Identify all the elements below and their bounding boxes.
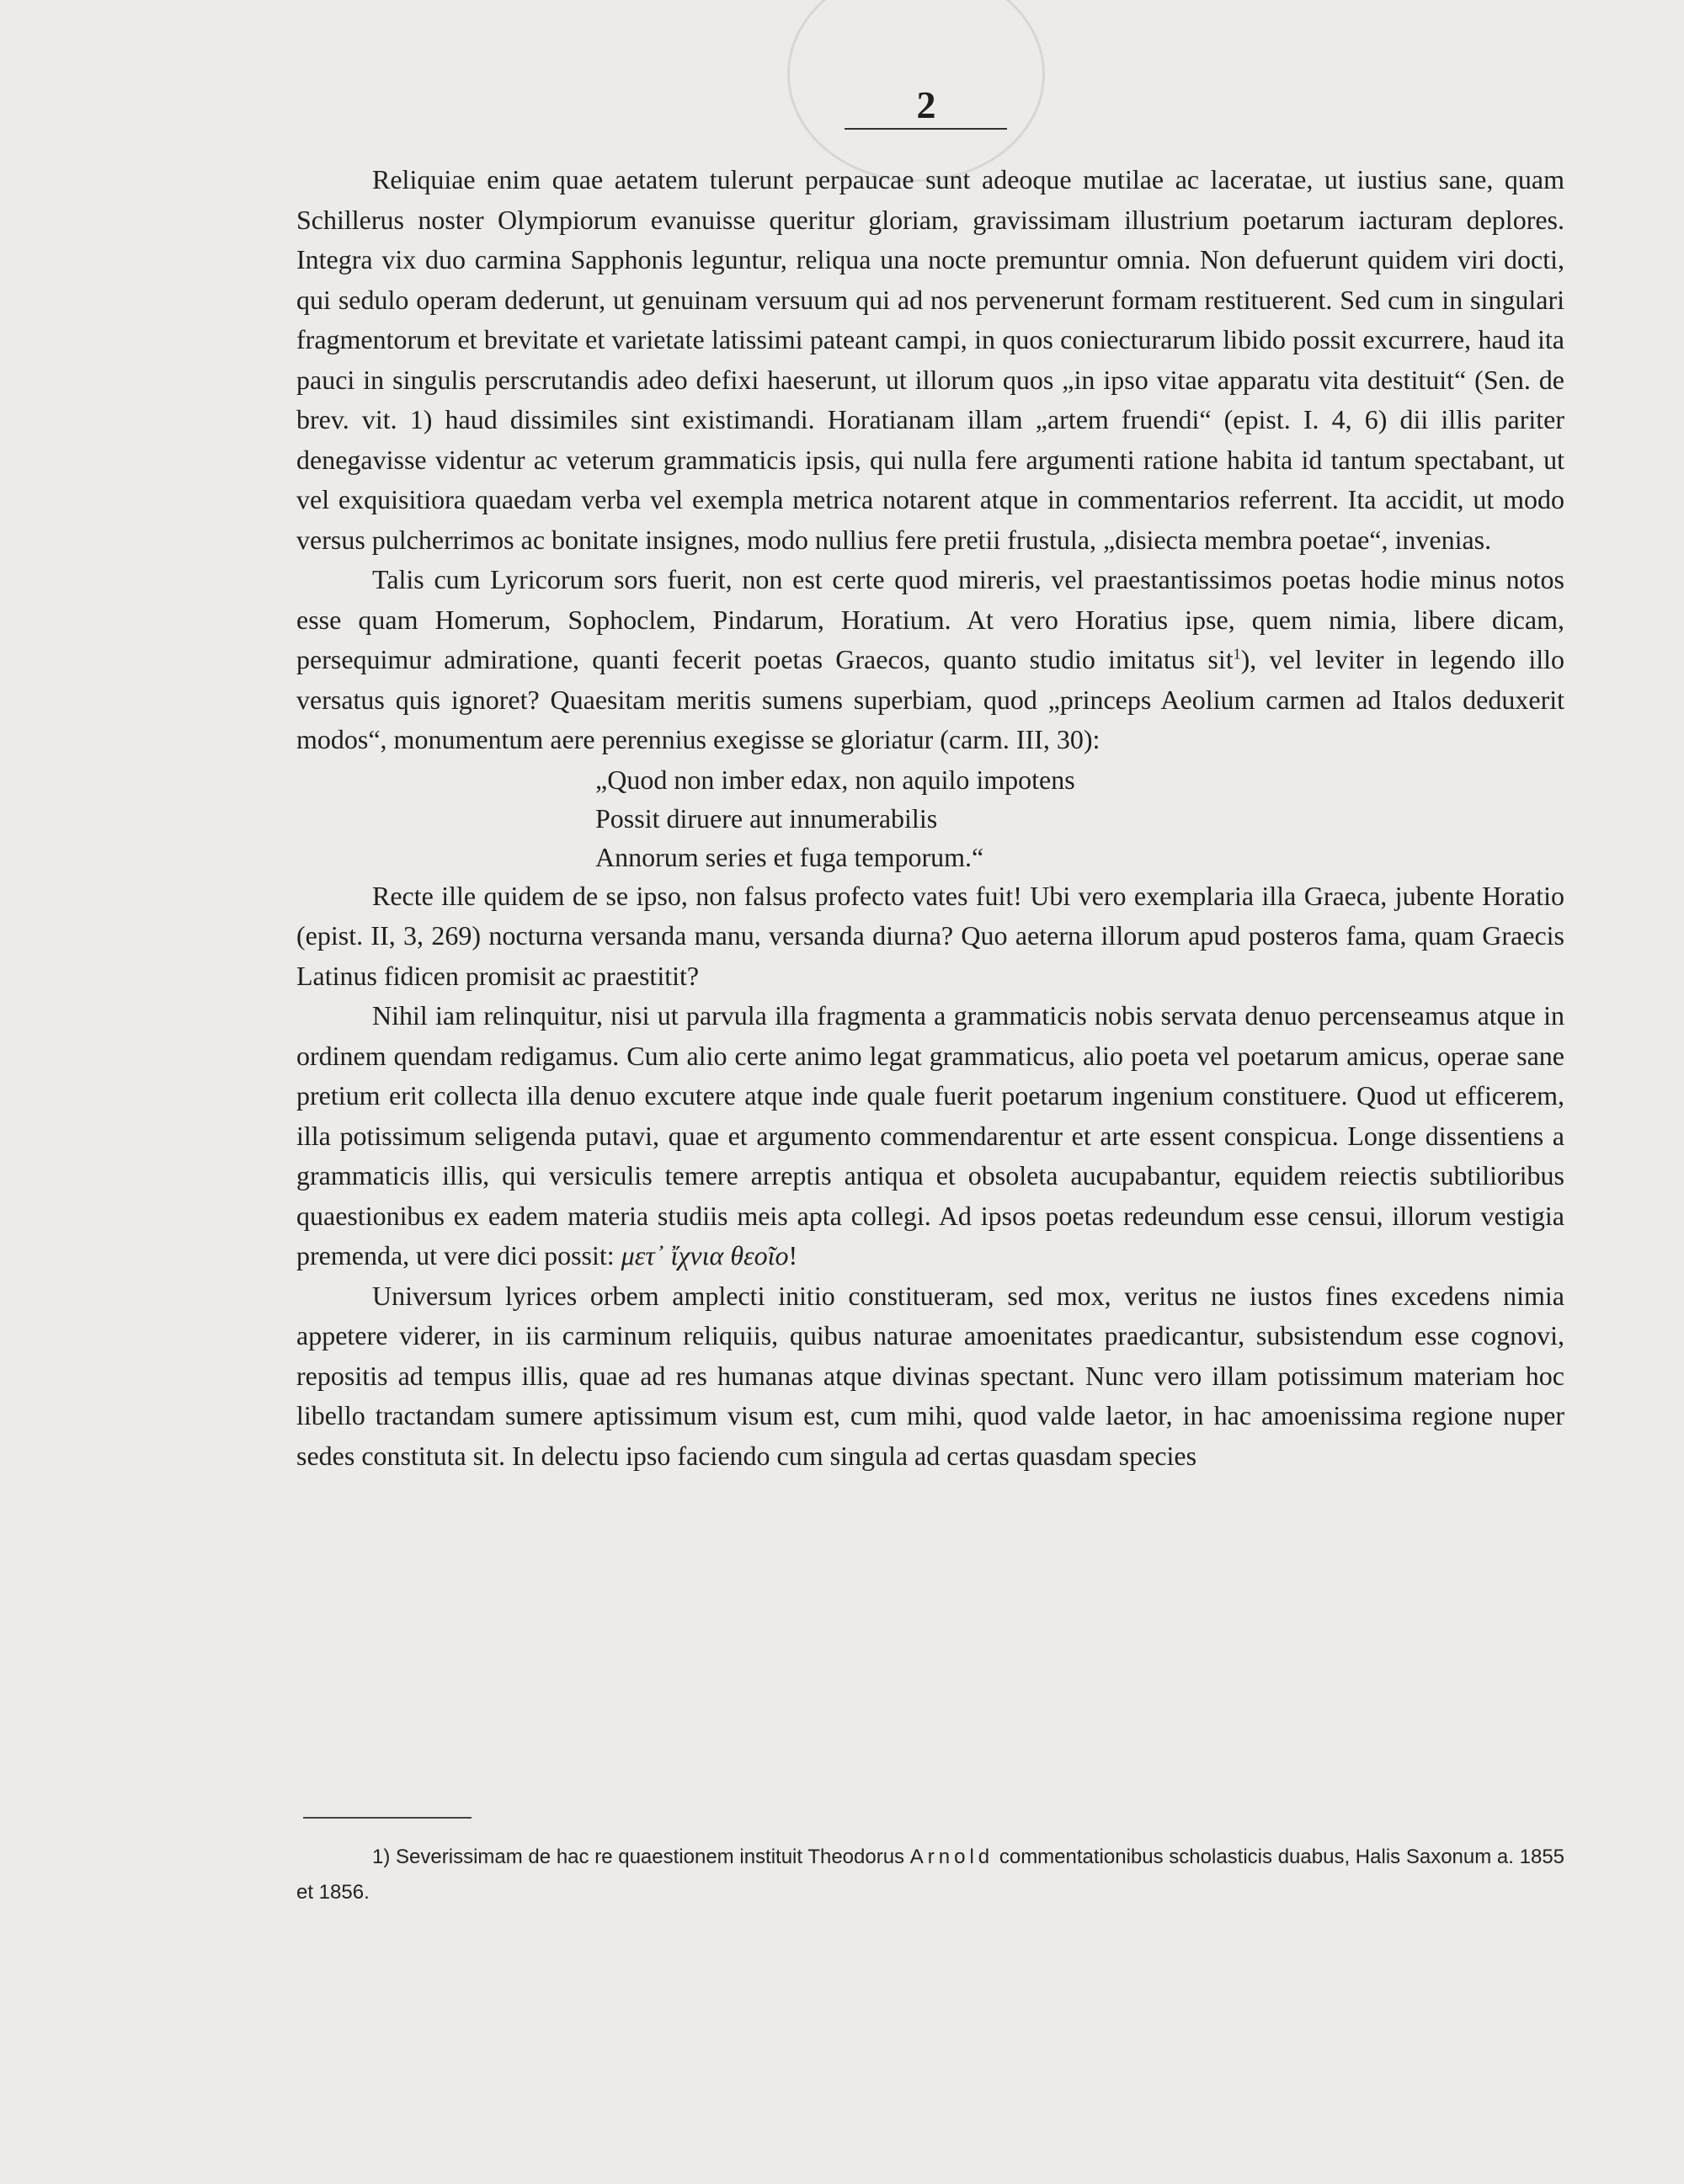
horace-verse bbox=[595, 760, 1564, 876]
footnote-ref[interactable]: 1 bbox=[1233, 645, 1241, 663]
paragraph-4-text: Nihil iam relinquitur, nisi ut parvula illa fragmenta a grammaticis nobis servata denuo percenseamus atque in ordinem quendam redigamus. Cum alio certe animo legat grammaticus, alio poeta vel poetarum amicus, operae sane pretium erit collecta illa denuo excutere atque inde quale fuerit poetarum ingenium constituere. Quod ut efficerem, illa potissimum seligenda putavi, quae et argumento commendarentur et arte essent conspicua. Longe dissentiens a grammaticis illis, qui versiculis temere arreptis antiqua et obsoleta aucupabantur, equidem reiectis subtilioribus quaestionibus ex eadem materia studiis meis apta collegi. Ad ipsos poetas redeundum esse censui, illorum vestigia premenda, ut vere dici possit: bbox=[296, 1000, 1564, 1270]
paragraph-5: Universum lyrices orbem amplecti initio constitueram, sed mox, veritus ne iustos fines excedens nimia appetere viderer, in iis carminum reliquiis, quibus naturae amoenitates praedicantur, subsistendum esse cognovi, repositis ad tempus illis, quae ad res humanas atque divinas spectant. Nunc vero illam potissimum materiam hoc libello tractandam sumere aptissimum visum est, cum mihi, quod valde laetor, in hac amoenissima regione nuper sedes constituta sit. In delectu ipso faciendo cum singula ad certas quasdam species bbox=[296, 1280, 1564, 1471]
paragraph-3: Recte ille quidem de se ipso, non falsus profecto vates fuit! Ubi vero exemplaria illa Graeca, jubente Horatio (epist. II, 3, 269) nocturna versanda manu, versanda diurna? Quo aeterna illorum apud posteros fama, quam Graecis Latinus fidicen promisit ac praestitit? bbox=[296, 880, 1564, 991]
footnote-text-before: Severissimam de hac re quaestionem instituit Theodorus bbox=[396, 1846, 905, 1868]
page-number-rule bbox=[845, 128, 1007, 130]
footnote-marker: 1) bbox=[372, 1846, 391, 1868]
footnote-author: Arnold bbox=[909, 1846, 994, 1868]
main-text bbox=[296, 160, 1564, 1476]
verse-line: Annorum series et fuga temporum.“ bbox=[595, 841, 984, 872]
greek-quote-end: ! bbox=[788, 1240, 798, 1270]
verse-line: Possit diruere aut innumerabilis bbox=[595, 802, 938, 834]
footnote bbox=[296, 1840, 1564, 1910]
footnote-text-after: commentationibus scholasticis duabus, Halis Saxonum a. 1855 et 1856. bbox=[296, 1846, 1565, 1904]
page-number: 2 bbox=[916, 83, 936, 126]
paragraph-2 bbox=[296, 560, 1564, 760]
paragraph-2-tail: ), vel leviter in legendo illo versatus quis ignoret? Quaesitam meritis sumens superbiam, quod „princeps Aeolium carmen ad Italos deduxerit modos“, monumentum aere perennius exegisse se gloriatur (carm. III, 30): bbox=[296, 644, 1565, 754]
paragraph-4 bbox=[296, 996, 1564, 1276]
verse-line: „Quod non imber edax, non aquilo impotens bbox=[595, 764, 1075, 795]
paragraph-1: Reliquiae enim quae aetatem tulerunt perpaucae sunt adeoque mutilae ac laceratae, ut iustius sane, quam Schillerus noster Olympiorum evanuisse queritur gloriam, gravissimam illustrium poetarum iacturam deplores. Integra vix duo carmina Sapphonis leguntur, reliqua una nocte premuntur omnia. Non defuerunt quidem viri docti, qui sedulo operam dederunt, ut genuinam versuum qui ad nos pervenerunt formam restituerent. Sed cum in singulari fragmentorum et brevitate et varietate latissimi pateant campi, in quos coniecturarum libido possit excurrere, haud ita pauci in singulis perscrutandis adeo defixi haeserunt, ut illorum quos „in ipso vitae apparatu vita destituit“ (Sen. de brev. vit. 1) haud dissimiles sint existimandi. Horatianam illam „artem fruendi“ (epist. I. 4, 6) dii illis pariter denegavisse videntur ac veterum grammaticis ipsis, qui nulla fere argumenti ratione habita id tantum spectabant, ut vel exquisitiora quaedam verba vel exempla metrica notarent atque in commentarios referrent. Ita accidit, ut modo versus pulcherrimos ac bonitate insignes, modo nullius fere pretii frustula, „disiecta membra poetae“, invenias. bbox=[296, 164, 1564, 555]
greek-quote: μετ᾽ ἴχνια θεοῖο bbox=[621, 1240, 789, 1270]
footnote-rule bbox=[303, 1817, 472, 1819]
paragraph-2-text: Talis cum Lyricorum sors fuerit, non est certe quod mireris, vel praestantissimos poetas hodie minus notos esse quam Homerum, Sophoclem, Pindarum, Horatium. At vero Horatius ipse, quem nimia, libere dicam, persequimur admiratione, quanti fecerit poetas Graecos, quanto studio imitatus sit bbox=[296, 564, 1564, 674]
